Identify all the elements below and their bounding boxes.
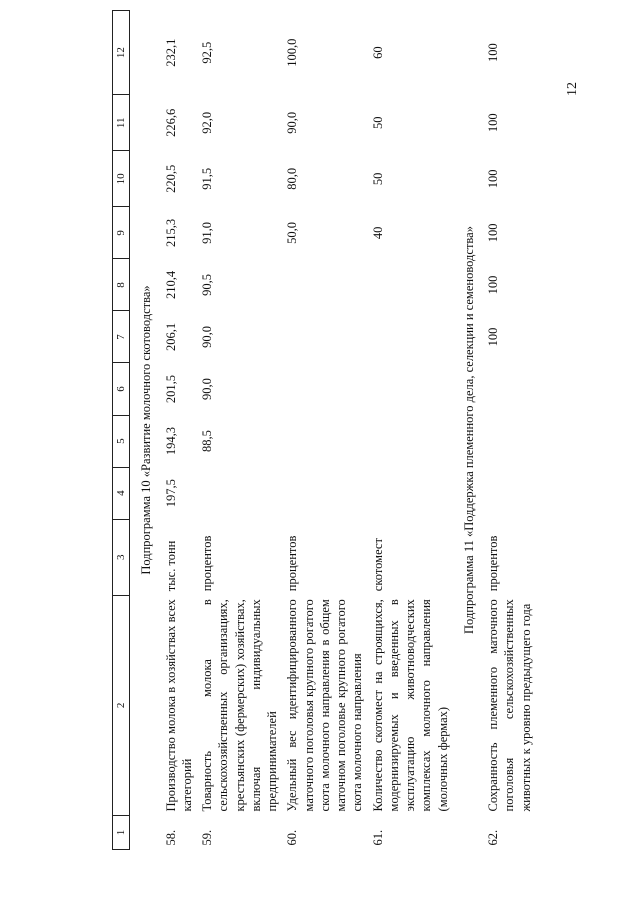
value-cell xyxy=(197,467,282,519)
subprogram-title: Подпрограмма 11 «Поддержка племенного дела, селекции и семеноводства» xyxy=(461,226,476,634)
value-cell: 90,5 xyxy=(200,274,215,296)
subprogram-title: Подпрограмма 10 «Развитие молочного скотоводства» xyxy=(139,285,154,575)
value-cell: 40 xyxy=(370,226,385,240)
value-cell: 100 xyxy=(486,223,501,243)
column-number: 1 xyxy=(113,815,130,849)
column-number: 12 xyxy=(113,11,130,95)
indicator-name: Удельный вес идентифицированного маточного поголовья крупного рогатого скота молочного направления в общем маточном поголовье крупного рогатого скота молочного направления xyxy=(285,599,365,812)
value-cell: 206,1 xyxy=(163,322,178,352)
column-number: 2 xyxy=(113,595,130,815)
value-cell: 92,5 xyxy=(200,41,215,64)
table-row xyxy=(483,11,536,850)
value-cell: 220,5 xyxy=(163,164,178,193)
table-row xyxy=(368,11,453,850)
subprogram-heading-row xyxy=(130,11,161,850)
row-number: 62. xyxy=(486,829,501,846)
value-cell: 92,0 xyxy=(200,111,215,134)
row-number: 58. xyxy=(163,829,178,846)
row-number: 59. xyxy=(200,829,215,846)
page-number: 12 xyxy=(565,82,580,96)
value-cell: 90,0 xyxy=(285,111,300,134)
indicator-name: Количество скотомест на строящихся, модернизируемых и введенных в эксплуатацию животноводческих комплексах молочного направления (молочных фермах) xyxy=(370,599,450,812)
value-cell xyxy=(282,363,367,415)
column-number: 4 xyxy=(113,467,130,519)
column-number: 10 xyxy=(113,151,130,207)
value-cell: 91,0 xyxy=(200,221,215,244)
row-number: 60. xyxy=(285,829,300,846)
value-cell: 232,1 xyxy=(163,38,178,67)
value-cell: 100 xyxy=(486,275,501,295)
value-cell: 50,0 xyxy=(285,221,300,244)
row-number: 61. xyxy=(370,829,385,846)
unit-of-measure: процентов xyxy=(486,535,501,592)
value-cell: 210,4 xyxy=(163,270,178,299)
column-number: 8 xyxy=(113,259,130,311)
value-cell: 90,0 xyxy=(200,326,215,348)
table-row xyxy=(161,11,198,850)
value-cell xyxy=(282,415,367,467)
value-cell: 100 xyxy=(486,169,501,189)
value-cell: 100 xyxy=(486,327,501,347)
value-cell: 91,5 xyxy=(200,167,215,190)
value-cell: 194,3 xyxy=(163,427,178,456)
table-row xyxy=(197,11,282,850)
rotated-table-container xyxy=(112,10,582,850)
value-cell: 50 xyxy=(370,172,385,186)
value-cell xyxy=(368,467,453,519)
indicators-table xyxy=(112,10,536,850)
value-cell: 80,0 xyxy=(285,167,300,190)
column-number: 3 xyxy=(113,519,130,595)
value-cell: 60 xyxy=(370,46,385,59)
value-cell xyxy=(483,415,536,467)
value-cell: 226,6 xyxy=(163,108,178,137)
value-cell xyxy=(368,363,453,415)
table-body xyxy=(113,11,536,850)
value-cell xyxy=(282,259,367,311)
unit-of-measure: скотомест xyxy=(370,538,385,592)
value-cell: 100,0 xyxy=(285,38,300,67)
value-cell: 197,5 xyxy=(163,479,178,508)
value-cell: 88,5 xyxy=(200,430,215,453)
unit-of-measure: процентов xyxy=(200,535,215,592)
value-cell xyxy=(282,467,367,519)
value-cell xyxy=(483,363,536,415)
column-number: 5 xyxy=(113,415,130,467)
column-number: 9 xyxy=(113,207,130,259)
value-cell xyxy=(483,467,536,519)
subprogram-heading-row xyxy=(453,11,483,850)
table-row xyxy=(282,11,367,850)
indicator-name: Производство молока в хозяйствах всех категорий xyxy=(163,599,194,812)
column-number: 7 xyxy=(113,311,130,363)
value-cell xyxy=(368,259,453,311)
value-cell: 90,0 xyxy=(200,378,215,400)
unit-of-measure: процентов xyxy=(285,535,300,592)
indicator-name: Сохранность племенного маточного поголовья сельскохозяйственных животных к уровню предыдущего года xyxy=(486,599,533,812)
value-cell: 215,3 xyxy=(163,218,178,247)
value-cell: 50 xyxy=(370,116,385,130)
value-cell: 201,5 xyxy=(163,374,178,404)
unit-of-measure: тыс. тонн xyxy=(163,540,178,592)
indicator-name: Товарность молока в сельскохозяйственных организациях, крестьянских (фермерских) хозяйствах, включая индивидуальных предпринимателей xyxy=(200,599,280,812)
value-cell xyxy=(368,415,453,467)
column-number: 6 xyxy=(113,363,130,415)
value-cell: 100 xyxy=(486,113,501,133)
value-cell xyxy=(368,311,453,363)
column-number: 11 xyxy=(113,95,130,151)
column-number-row xyxy=(113,11,130,850)
value-cell: 100 xyxy=(486,43,501,62)
value-cell xyxy=(282,311,367,363)
